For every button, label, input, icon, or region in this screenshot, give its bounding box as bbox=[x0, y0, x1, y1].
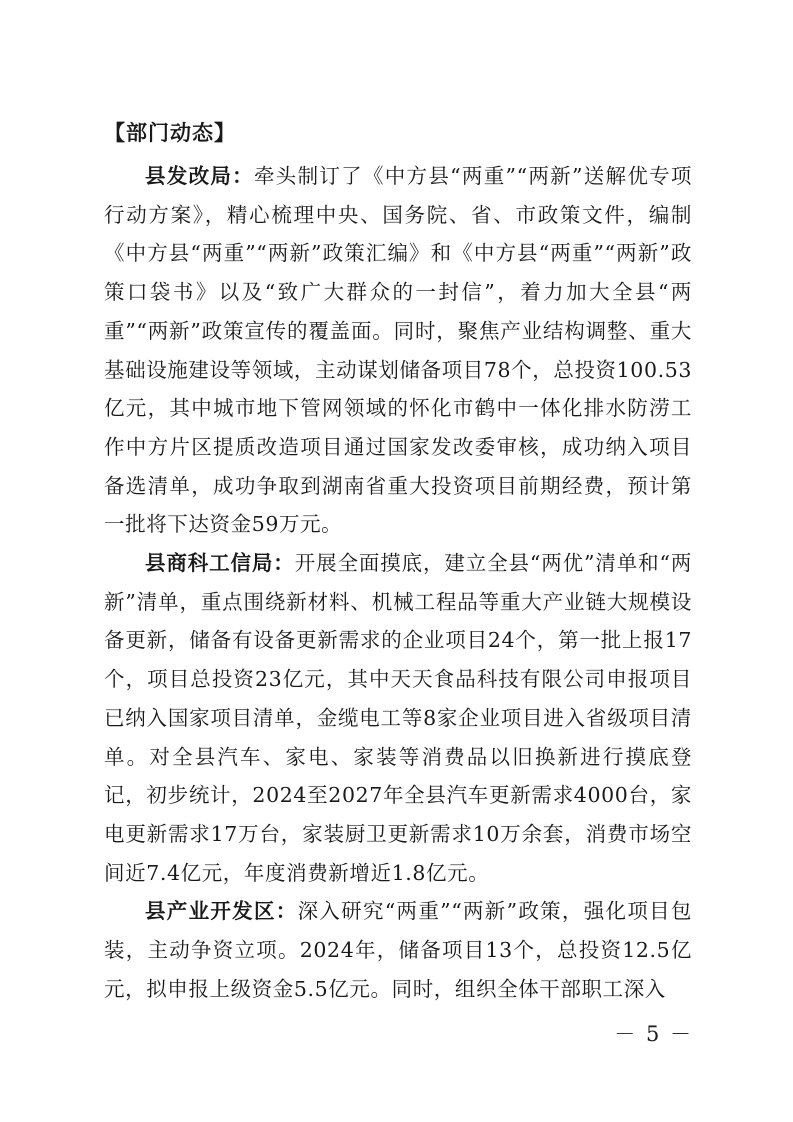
body-content bbox=[104, 157, 692, 1008]
page-number: － 5 － bbox=[614, 1022, 693, 1046]
section-heading: 【部门动态】 bbox=[104, 121, 236, 145]
paragraph-industrial-development-zone bbox=[104, 892, 692, 1008]
paragraph-lead: 县发改局： bbox=[145, 164, 254, 188]
paragraph-commerce-industry-bureau bbox=[104, 544, 692, 892]
paragraph-text: 深入研究“两重”“两新”政策，强化项目包装，主动争资立项。2024年，储备项目13个，总投资12.5亿元，拟申报上级资金5.5亿元。同时，组织全体干部职工深入 bbox=[104, 899, 693, 1001]
paragraph-lead: 县产业开发区： bbox=[145, 899, 298, 924]
paragraph-development-reform-bureau bbox=[104, 157, 692, 544]
paragraph-text: 牵头制订了《中方县“两重”“两新”送解优专项行动方案》，精心梳理中央、国务院、省、市政策文件，编制《中方县“两重”“两新”政策汇编》和《中方县“两重”“两新”政策口袋书》以及“致广大群众的一封信”，着力加大全县“两重”“两新”政策宣传的覆盖面。同时，聚焦产业结构调整、重大基础设施建设等领域，主动谋划储备项目78个，总投资100.53亿元，其中城市地下管网领域的怀化市鹤中一体化排水防涝工作中方片区提质改造项目通过国家发改委审核，成功纳入项目备选清单，成功争取到湖南省重大投资项目前期经费，预计第一批将下达资金59万元。 bbox=[104, 164, 693, 537]
paragraph-text: 开展全面摸底，建立全县“两优”清单和“两新”清单，重点围绕新材料、机械工程品等重大产业链大规模设备更新，储备有设备更新需求的企业项目24个，第一批上报17个，项目总投资23亿元，其中天天食品科技有限公司申报项目已纳入国家项目清单，金缆电工等8家企业项目进入省级项目清单。对全县汽车、家电、家装等消费品以旧换新进行摸底登记，初步统计，2024至2027年全县汽车更新需求4000台，家电更新需求17万台，家装厨卫更新需求10万余套，消费市场空间近7.4亿元，年度消费新增近1.8亿元。 bbox=[104, 551, 692, 885]
paragraph-lead: 县商科工信局： bbox=[145, 551, 295, 576]
